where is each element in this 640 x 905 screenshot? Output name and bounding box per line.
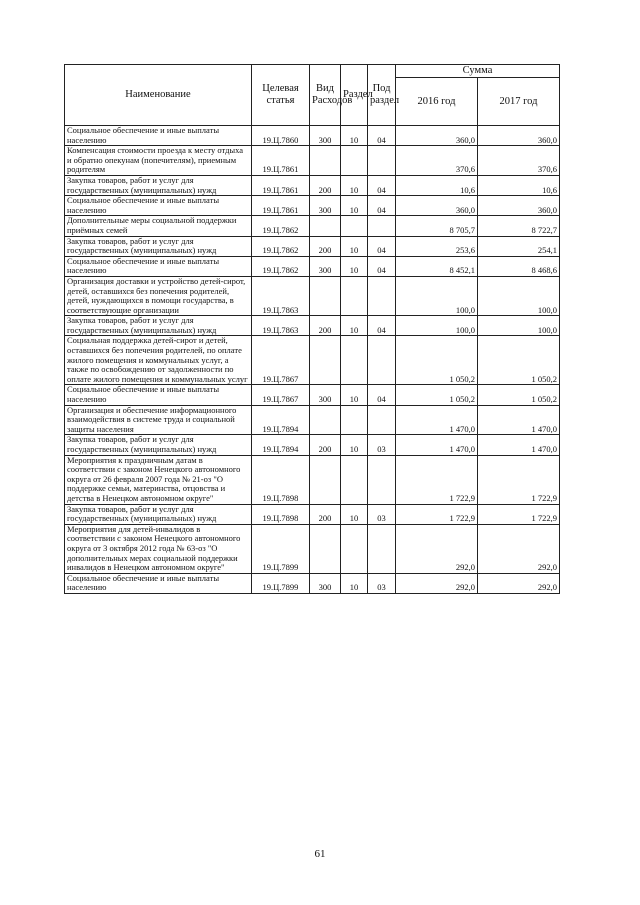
cell-name: Мероприятия к праздничным датам в соответствии с законом Ненецкого автономного округа от 26 февраля 2007 года № 21-оз "О поддержке семьи, материнства, отцовства и детства в Ненецком автономном округе" bbox=[65, 455, 252, 504]
table-row bbox=[65, 196, 560, 216]
cell-vid: 200 bbox=[310, 504, 341, 524]
cell-name: Дополнительные меры социальной поддержки приёмных семей bbox=[65, 216, 252, 236]
cell-podrazd: 04 bbox=[368, 385, 396, 405]
cell-razd bbox=[341, 216, 368, 236]
cell-sum-2017: 100,0 bbox=[478, 316, 560, 336]
cell-name: Социальное обеспечение и иные выплаты населению bbox=[65, 573, 252, 593]
cell-name: Закупка товаров, работ и услуг для государственных (муниципальных) нужд bbox=[65, 504, 252, 524]
cell-razd: 10 bbox=[341, 175, 368, 195]
table-row bbox=[65, 216, 560, 236]
table-row bbox=[65, 336, 560, 385]
cell-sum-2016: 100,0 bbox=[396, 316, 478, 336]
cell-code: 19.Ц.7861 bbox=[252, 146, 310, 176]
table-row bbox=[65, 385, 560, 405]
cell-vid bbox=[310, 336, 341, 385]
header-name: Наименование bbox=[65, 65, 252, 126]
cell-razd bbox=[341, 455, 368, 504]
table-row bbox=[65, 455, 560, 504]
table-row bbox=[65, 236, 560, 256]
budget-table bbox=[64, 64, 560, 594]
cell-vid: 200 bbox=[310, 236, 341, 256]
cell-vid bbox=[310, 216, 341, 236]
cell-podrazd: 04 bbox=[368, 236, 396, 256]
cell-sum-2016: 10,6 bbox=[396, 175, 478, 195]
cell-razd: 10 bbox=[341, 196, 368, 216]
table-row bbox=[65, 126, 560, 146]
cell-code: 19.Ц.7898 bbox=[252, 504, 310, 524]
cell-code: 19.Ц.7894 bbox=[252, 435, 310, 455]
cell-sum-2017: 10,6 bbox=[478, 175, 560, 195]
cell-sum-2016: 360,0 bbox=[396, 196, 478, 216]
cell-sum-2016: 1 470,0 bbox=[396, 435, 478, 455]
cell-sum-2017: 100,0 bbox=[478, 276, 560, 315]
cell-name: Компенсация стоимости проезда к месту отдыха и обратно опекунам (попечителям), приемным родителям bbox=[65, 146, 252, 176]
cell-vid: 300 bbox=[310, 196, 341, 216]
cell-vid: 300 bbox=[310, 256, 341, 276]
cell-name: Закупка товаров, работ и услуг для государственных (муниципальных) нужд bbox=[65, 435, 252, 455]
cell-sum-2016: 1 722,9 bbox=[396, 504, 478, 524]
header-vid: Вид Расходов bbox=[310, 65, 341, 126]
cell-sum-2016: 8 452,1 bbox=[396, 256, 478, 276]
cell-code: 19.Ц.7862 bbox=[252, 256, 310, 276]
table-row bbox=[65, 256, 560, 276]
table-row bbox=[65, 573, 560, 593]
cell-name: Социальная поддержка детей-сирот и детей, оставшихся без попечения родителей, по оплате жилого помещения и коммунальных услуг, а также по освобождению от задолженности по оплате жилого помещения и коммунальных услуг bbox=[65, 336, 252, 385]
cell-sum-2017: 8 722,7 bbox=[478, 216, 560, 236]
table-row bbox=[65, 316, 560, 336]
cell-name: Социальное обеспечение и иные выплаты населению bbox=[65, 256, 252, 276]
cell-razd: 10 bbox=[341, 236, 368, 256]
cell-code: 19.Ц.7863 bbox=[252, 316, 310, 336]
cell-sum-2016: 8 705,7 bbox=[396, 216, 478, 236]
cell-sum-2016: 292,0 bbox=[396, 573, 478, 593]
cell-code: 19.Ц.7867 bbox=[252, 385, 310, 405]
cell-podrazd: 04 bbox=[368, 316, 396, 336]
cell-sum-2016: 370,6 bbox=[396, 146, 478, 176]
cell-code: 19.Ц.7860 bbox=[252, 126, 310, 146]
cell-podrazd bbox=[368, 216, 396, 236]
cell-sum-2017: 370,6 bbox=[478, 146, 560, 176]
cell-sum-2017: 1 050,2 bbox=[478, 336, 560, 385]
cell-code: 19.Ц.7863 bbox=[252, 276, 310, 315]
cell-vid: 200 bbox=[310, 175, 341, 195]
cell-vid: 300 bbox=[310, 126, 341, 146]
cell-razd: 10 bbox=[341, 385, 368, 405]
cell-vid: 200 bbox=[310, 435, 341, 455]
cell-podrazd bbox=[368, 146, 396, 176]
cell-name: Социальное обеспечение и иные выплаты населению bbox=[65, 196, 252, 216]
cell-sum-2016: 100,0 bbox=[396, 276, 478, 315]
cell-podrazd: 03 bbox=[368, 504, 396, 524]
cell-sum-2017: 292,0 bbox=[478, 524, 560, 573]
cell-podrazd bbox=[368, 405, 396, 435]
header-podrazd: Под раздел bbox=[368, 65, 396, 126]
cell-sum-2016: 1 722,9 bbox=[396, 455, 478, 504]
cell-vid bbox=[310, 405, 341, 435]
cell-podrazd bbox=[368, 336, 396, 385]
cell-name: Закупка товаров, работ и услуг для государственных (муниципальных) нужд bbox=[65, 236, 252, 256]
cell-sum-2016: 253,6 bbox=[396, 236, 478, 256]
cell-razd: 10 bbox=[341, 316, 368, 336]
cell-sum-2017: 1 470,0 bbox=[478, 435, 560, 455]
cell-razd: 10 bbox=[341, 504, 368, 524]
cell-podrazd: 04 bbox=[368, 256, 396, 276]
cell-razd bbox=[341, 146, 368, 176]
cell-name: Закупка товаров, работ и услуг для государственных (муниципальных) нужд bbox=[65, 316, 252, 336]
cell-name: Социальное обеспечение и иные выплаты населению bbox=[65, 126, 252, 146]
table-row bbox=[65, 405, 560, 435]
cell-code: 19.Ц.7861 bbox=[252, 175, 310, 195]
cell-sum-2016: 360,0 bbox=[396, 126, 478, 146]
table-row bbox=[65, 175, 560, 195]
cell-razd: 10 bbox=[341, 573, 368, 593]
cell-sum-2017: 360,0 bbox=[478, 126, 560, 146]
cell-code: 19.Ц.7862 bbox=[252, 236, 310, 256]
cell-razd bbox=[341, 524, 368, 573]
cell-name: Организация доставки и устройство детей-сирот, детей, оставшихся без попечения родителей, детей, нуждающихся в помощи государства, в соответствующие организации bbox=[65, 276, 252, 315]
cell-name: Социальное обеспечение и иные выплаты населению bbox=[65, 385, 252, 405]
cell-name: Мероприятия для детей-инвалидов в соответствии с законом Ненецкого автономного округа от 3 октября 2012 года № 63-оз "О дополнительных мерах социальной поддержки инвалидов в Ненецком автономном округе" bbox=[65, 524, 252, 573]
cell-razd bbox=[341, 276, 368, 315]
header-code: Целевая статья bbox=[252, 65, 310, 126]
cell-name: Закупка товаров, работ и услуг для государственных (муниципальных) нужд bbox=[65, 175, 252, 195]
header-2016: 2016 год bbox=[396, 78, 478, 126]
table-row bbox=[65, 276, 560, 315]
cell-razd: 10 bbox=[341, 435, 368, 455]
cell-podrazd bbox=[368, 524, 396, 573]
cell-vid bbox=[310, 276, 341, 315]
cell-vid: 300 bbox=[310, 573, 341, 593]
cell-podrazd: 04 bbox=[368, 126, 396, 146]
cell-podrazd bbox=[368, 276, 396, 315]
cell-sum-2016: 1 050,2 bbox=[396, 385, 478, 405]
cell-name: Организация и обеспечение информационного взаимодействия в системе труда и социальной защиты населения bbox=[65, 405, 252, 435]
cell-sum-2017: 1 722,9 bbox=[478, 455, 560, 504]
cell-vid bbox=[310, 146, 341, 176]
table-row bbox=[65, 524, 560, 573]
cell-code: 19.Ц.7862 bbox=[252, 216, 310, 236]
cell-vid: 200 bbox=[310, 316, 341, 336]
cell-razd: 10 bbox=[341, 126, 368, 146]
cell-razd bbox=[341, 405, 368, 435]
cell-code: 19.Ц.7894 bbox=[252, 405, 310, 435]
table-row bbox=[65, 504, 560, 524]
cell-razd bbox=[341, 336, 368, 385]
cell-sum-2016: 1 050,2 bbox=[396, 336, 478, 385]
header-razd: Раздел bbox=[341, 65, 368, 126]
cell-code: 19.Ц.7861 bbox=[252, 196, 310, 216]
cell-podrazd: 04 bbox=[368, 196, 396, 216]
cell-code: 19.Ц.7899 bbox=[252, 524, 310, 573]
cell-podrazd bbox=[368, 455, 396, 504]
cell-sum-2016: 1 470,0 bbox=[396, 405, 478, 435]
cell-podrazd: 03 bbox=[368, 573, 396, 593]
cell-sum-2017: 1 722,9 bbox=[478, 504, 560, 524]
cell-podrazd: 04 bbox=[368, 175, 396, 195]
table-row bbox=[65, 146, 560, 176]
cell-sum-2017: 360,0 bbox=[478, 196, 560, 216]
cell-sum-2017: 8 468,6 bbox=[478, 256, 560, 276]
cell-vid: 300 bbox=[310, 385, 341, 405]
page-number: 61 bbox=[314, 848, 326, 860]
cell-sum-2017: 254,1 bbox=[478, 236, 560, 256]
cell-podrazd: 03 bbox=[368, 435, 396, 455]
cell-sum-2017: 1 470,0 bbox=[478, 405, 560, 435]
table-row bbox=[65, 435, 560, 455]
cell-sum-2017: 1 050,2 bbox=[478, 385, 560, 405]
cell-code: 19.Ц.7867 bbox=[252, 336, 310, 385]
cell-code: 19.Ц.7899 bbox=[252, 573, 310, 593]
cell-vid bbox=[310, 455, 341, 504]
header-2017: 2017 год bbox=[478, 78, 560, 126]
header-sum: Сумма bbox=[396, 65, 560, 78]
cell-vid bbox=[310, 524, 341, 573]
cell-code: 19.Ц.7898 bbox=[252, 455, 310, 504]
cell-sum-2017: 292,0 bbox=[478, 573, 560, 593]
cell-sum-2016: 292,0 bbox=[396, 524, 478, 573]
cell-razd: 10 bbox=[341, 256, 368, 276]
